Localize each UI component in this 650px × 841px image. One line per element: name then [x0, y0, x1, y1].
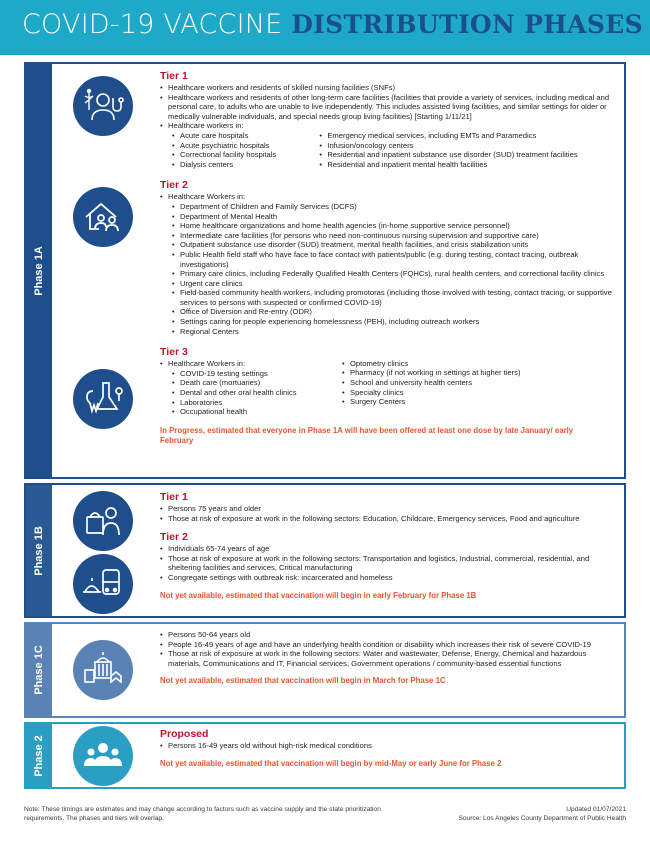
phase-2-panel — [24, 722, 626, 789]
phase-1a-tab — [26, 64, 52, 477]
phase-1c-list — [160, 630, 614, 668]
title-light: COVID-19 VACCINE — [22, 9, 283, 40]
phase-1b-label: Phase 1B — [33, 525, 45, 576]
list-item: • Healthcare Workers in: — [160, 359, 614, 369]
phase-1a-content — [160, 70, 614, 446]
list-item: • Outpatient substance use disorder (SUD) treatment, mental health facilities, and crisis stabilization units — [172, 240, 614, 250]
phase-1b-tier1-title: Tier 1 — [160, 491, 188, 503]
list-item: • Intermediate care facilities (for persons who need non-continuous nursing supervision and supportive care) — [172, 231, 614, 241]
list-item: • Department of Children and Family Services (DCFS) — [172, 202, 614, 212]
list-item: • Occupational health — [172, 407, 342, 417]
list-item: • Optometry clinics — [342, 359, 602, 369]
phase-1c-panel — [24, 622, 626, 718]
phase-1b-tier2-list — [160, 544, 614, 582]
list-item: • Correctional facility hospitals — [172, 150, 319, 160]
list-item: • Those at risk of exposure at work in the following sectors: Education, Childcare, Emergency services, Food and agriculture — [160, 514, 614, 524]
sublist-left — [172, 369, 342, 417]
phase-1a-tier2-list — [160, 192, 614, 336]
phase-1b-content — [160, 491, 614, 601]
phase-1a-tier1-list — [160, 83, 614, 131]
phase-1b-status: Not yet available, estimated that vaccination will begin in early February for Phase 1B — [160, 590, 477, 600]
phase-1b-tier2-title: Tier 2 — [160, 531, 188, 544]
list-item: • Settings caring for people experiencing homelessness (PEH), including outreach workers — [172, 317, 614, 327]
phase-1b-tier1-list — [160, 504, 614, 523]
sublist-right — [319, 131, 614, 169]
phase-2-status: Not yet available, estimated that vaccination will begin by mid-May or early June for Phase 2 — [160, 758, 502, 768]
list-item: • Acute psychiatric hospitals — [172, 141, 319, 151]
list-item: • Those at risk of exposure at work in the following sectors: Water and wastewater, Defense, Energy, Chemical and hazardous materials, Communications and IT, Financial services, Government operations / community-based essential functions — [160, 649, 614, 668]
phase-2-tab — [26, 724, 52, 787]
phase-1a-label: Phase 1A — [33, 245, 45, 296]
phase-2-list — [160, 741, 614, 751]
footer-note: Note: These timings are estimates and may change according to factors such as vaccine supply and the state prioritization requirements. The phases and tiers will overlap. — [24, 806, 381, 822]
medical-staff-icon — [73, 76, 133, 136]
bus-transport-icon — [73, 554, 133, 614]
phase-1a-status: In Progress, estimated that everyone in Phase 1A will have been offered at least one dose by late January/ early February — [160, 425, 574, 445]
list-item: • School and university health centers — [342, 378, 602, 388]
page-title — [22, 9, 643, 40]
list-item: • Dialysis centers — [172, 160, 319, 170]
list-item: • Congregate settings with outbreak risk: incarcerated and homeless — [160, 573, 614, 583]
home-care-icon — [73, 187, 133, 247]
list-item: • Public Health field staff who have face to face contact with patients/public (e.g. during testing, contact tracing, outbreak investigations) — [172, 250, 614, 269]
list-item: • Residential and inpatient substance use disorder (SUD) treatment facilities — [319, 150, 614, 160]
lab-equipment-icon — [73, 369, 133, 429]
list-item: • Residential and inpatient mental health facilities — [319, 160, 614, 170]
list-item: • Acute care hospitals — [172, 131, 319, 141]
list-item: • Laboratories — [172, 398, 342, 408]
list-item: • Urgent care clinics — [172, 279, 614, 289]
phase-2-label: Phase 2 — [33, 734, 45, 777]
list-item: • Persons 50-64 years old — [160, 630, 614, 640]
government-building-icon — [73, 640, 133, 700]
list-item: • Primary care clinics, including Federally Qualified Health Centers (FQHCs), rural health centers, and correctional facility clinics — [172, 269, 614, 279]
list-item: • People 16-49 years of age and have an underlying health condition or disability which increases their risk of severe COVID-19 — [160, 640, 614, 650]
list-item: • Infusion/oncology centers — [319, 141, 614, 151]
list-item: • Surgery Centers — [342, 397, 602, 407]
title-bold: DISTRIBUTION PHASES — [291, 10, 643, 39]
list-item: • Specialty clinics — [342, 388, 602, 398]
phase-1a-tier2-title: Tier 2 — [160, 179, 188, 192]
phase-1a-tier1-sublists — [172, 131, 614, 169]
sublist-left — [172, 131, 319, 169]
list-item: • Dental and other oral health clinics — [172, 388, 342, 398]
list-item: • Individuals 65-74 years of age — [160, 544, 614, 554]
list-item: • COVID-19 testing settings — [172, 369, 342, 379]
list-item: • Emergency medical services, including EMTs and Paramedics — [319, 131, 614, 141]
list-item: • Office of Diversion and Re-entry (ODR) — [172, 307, 614, 317]
list-item: • Healthcare Workers in: — [160, 192, 614, 202]
list-item: • Department of Mental Health — [172, 212, 614, 222]
page-header — [0, 0, 650, 55]
list-item: • Field-based community health workers, including promotoras (including those involved with testing, contact tracing, or supportive services to persons with suspected or confirmed COVID-19) — [172, 288, 614, 307]
list-item: • Regional Centers — [172, 327, 614, 337]
footer-source-block — [396, 806, 626, 823]
grocery-worker-icon — [73, 491, 133, 551]
list-item: • Healthcare workers and residents of other long-term care facilities (facilities that provide a variety of services, including medical and personal care, to adults who are unable to live independently. This includes assisted living facilities, and similar settings for older or medically vulnerable individuals, and special needs group living facilities) [Starting 1/11/21] — [160, 93, 614, 122]
people-group-icon — [73, 726, 133, 786]
phase-2-content — [160, 728, 614, 769]
phase-1c-label: Phase 1C — [33, 645, 45, 695]
list-item: • Death care (mortuaries) — [172, 378, 342, 388]
phase-1a-panel — [24, 62, 626, 479]
phase-1a-tier3-title: Tier 3 — [160, 346, 188, 359]
list-item: • Pharmacy (if not working in settings at higher tiers) — [342, 368, 602, 378]
list-item: • Healthcare workers in: — [160, 121, 614, 131]
phase-1c-content — [160, 630, 614, 686]
updated-date: Updated 01/07/2021 — [566, 806, 626, 813]
source-credit: Source: Los Angeles County Department of Public Health — [458, 814, 626, 822]
phase-1a-tier1-title: Tier 1 — [160, 70, 188, 82]
list-item: • Those at risk of exposure at work in the following sectors: Transportation and logistics, Industrial, commercial, residential, and sheltering facilities and services, Critical manufacturing — [160, 554, 614, 573]
phase-1c-status: Not yet available, estimated that vaccination will begin in March for Phase 1C — [160, 676, 446, 686]
phase-1b-panel — [24, 483, 626, 618]
phase-1a-tier2-sublist — [172, 202, 614, 336]
list-item: • Persons 16-49 years old without high-risk medical conditions — [160, 741, 614, 751]
list-item: • Healthcare workers and residents of skilled nursing facilities (SNFs) — [160, 83, 614, 93]
phase-1b-tab — [26, 485, 52, 616]
list-item: • Persons 75 years and older — [160, 504, 614, 514]
phase-2-title: Proposed — [160, 728, 209, 740]
list-item: • Home healthcare organizations and home health agencies (in-home supportive service personnel) — [172, 221, 614, 231]
phase-1c-tab — [26, 624, 52, 716]
sublist-right — [342, 359, 602, 417]
